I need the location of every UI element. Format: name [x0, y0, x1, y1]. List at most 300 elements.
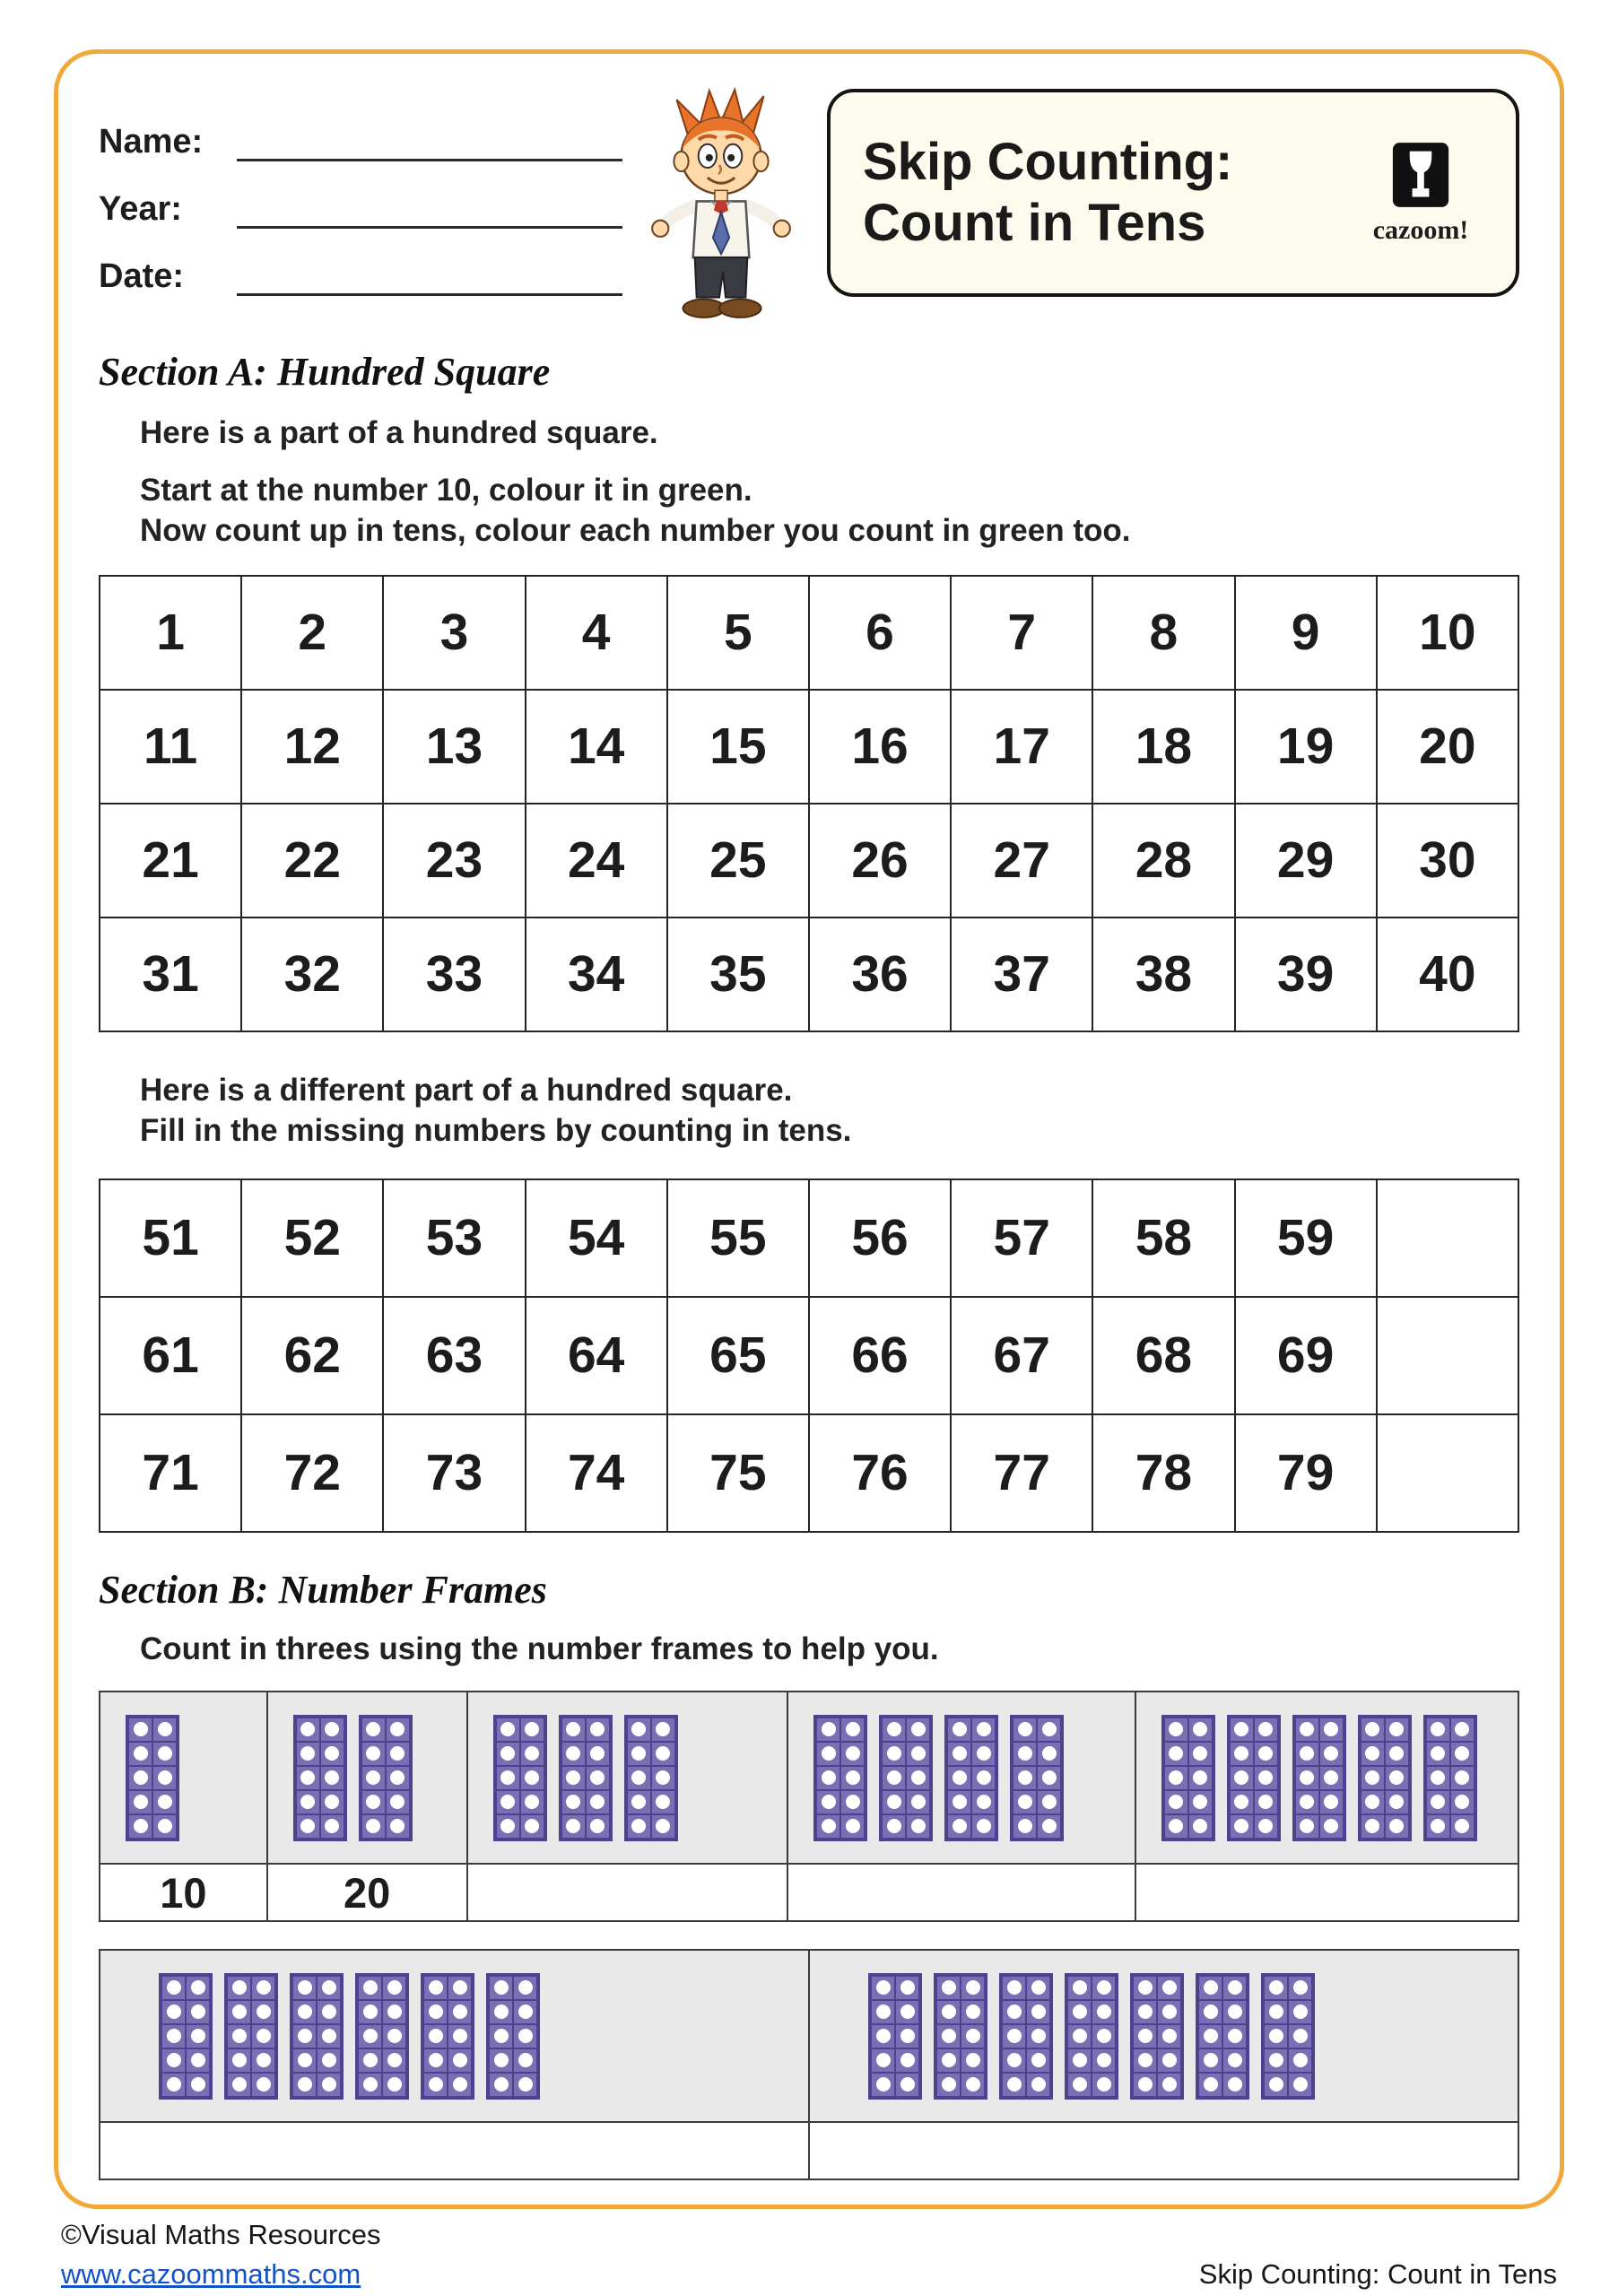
ten-frame-cell — [292, 2000, 317, 2024]
ten-frame-cell — [1254, 1718, 1278, 1742]
counter-dot — [134, 1795, 148, 1809]
grid-cell[interactable]: 16 — [809, 690, 951, 804]
grid-cell: 76 — [809, 1414, 951, 1532]
counter-dot — [1455, 1770, 1469, 1785]
section-b-instruction: Count in threes using the number frames to help you. — [140, 1631, 939, 1666]
grid-cell: 77 — [951, 1414, 1092, 1532]
frames-cell — [100, 1692, 267, 1864]
ten-frame-cell — [513, 2024, 537, 2048]
counter-dot — [518, 2029, 533, 2043]
counter-dot — [942, 2053, 956, 2067]
ten-frame-cell — [816, 1718, 840, 1742]
counter-dot — [1234, 1746, 1248, 1761]
ten-frame-cell — [961, 2073, 985, 2097]
counter-dot — [1138, 2053, 1153, 2067]
ten-frame-cell — [1198, 2024, 1222, 2048]
counter-dot — [876, 1980, 891, 1995]
footer-website-link[interactable]: www.cazoommaths.com — [61, 2258, 361, 2290]
counter-dot — [1300, 1746, 1314, 1761]
ten-frame-group — [493, 1715, 787, 1841]
ten-frame-cell — [423, 2073, 448, 2097]
hundred-square-grid-1 — [99, 575, 1519, 1032]
ten-frame-cell — [561, 1814, 586, 1839]
grid-cell[interactable]: 22 — [241, 804, 383, 918]
counter-dot — [453, 1980, 467, 1995]
grid-cell[interactable]: 37 — [951, 918, 1092, 1031]
counter-dot — [134, 1819, 148, 1833]
grid-cell[interactable]: 24 — [526, 804, 667, 918]
counter-dot — [1169, 1795, 1183, 1809]
counter-dot — [158, 1770, 172, 1785]
ten-frame-cell — [871, 2073, 895, 2097]
counter-dot — [1162, 1980, 1177, 1995]
ten-frame-cell — [317, 2024, 341, 2048]
counter-dot — [977, 1819, 991, 1833]
counter-dot — [134, 1770, 148, 1785]
ten-frame-cell — [382, 2024, 406, 2048]
counter-dot — [846, 1770, 860, 1785]
grid-cell[interactable]: 33 — [383, 918, 525, 1031]
grid-cell[interactable]: 13 — [383, 690, 525, 804]
counter-dot — [846, 1819, 860, 1833]
grid-cell[interactable]: 25 — [667, 804, 809, 918]
counter-dot — [846, 1795, 860, 1809]
counter-dot — [1293, 2077, 1308, 2092]
ten-frame-group — [159, 1973, 808, 2100]
counter-dot — [1018, 1722, 1032, 1736]
counter-dot — [158, 1795, 172, 1809]
ten-frame-cell — [513, 2048, 537, 2073]
section-b-heading: Section B: Number Frames — [99, 1567, 547, 1612]
counter-dot — [1162, 2029, 1177, 2043]
ten-frame-cell — [1164, 1766, 1188, 1790]
counter-dot — [1169, 1770, 1183, 1785]
grid-cell[interactable]: 1 — [100, 576, 241, 690]
ten-frame-cell — [651, 1766, 675, 1790]
ten-frame-cell — [320, 1766, 344, 1790]
ten-frame-cell — [882, 1766, 906, 1790]
ten-frame-cell — [1222, 2024, 1247, 2048]
counter-dot — [257, 2029, 271, 2043]
counter-dot — [387, 2029, 402, 2043]
counter-dot — [1293, 2053, 1308, 2067]
ten-frame-cell — [382, 2048, 406, 2073]
counter-dot — [1228, 1980, 1242, 1995]
grid-cell[interactable]: 17 — [951, 690, 1092, 804]
ten-frame-cell — [161, 1976, 186, 2000]
name-input-line[interactable] — [237, 126, 622, 161]
counter-dot — [1365, 1746, 1379, 1761]
counter-dot — [390, 1770, 404, 1785]
grid-cell: 58 — [1092, 1179, 1234, 1297]
ten-frame-cell — [1222, 2073, 1247, 2097]
counter-dot — [822, 1770, 836, 1785]
ten-frame-cell — [361, 1742, 386, 1766]
ten-frame-cell — [1385, 1814, 1409, 1839]
ten-frame-cell — [1264, 2073, 1288, 2097]
counter-dot — [1073, 2029, 1087, 2043]
ten-frame-cell — [871, 1976, 895, 2000]
ten-frame-cell — [1288, 1976, 1312, 2000]
ten-frame-cell — [895, 2024, 919, 2048]
counter-dot — [876, 2077, 891, 2092]
counter-dot — [887, 1746, 901, 1761]
ten-frame-cell — [971, 1718, 996, 1742]
ten-frame-cell — [361, 1790, 386, 1814]
grid-cell[interactable]: 34 — [526, 918, 667, 1031]
grid-cell[interactable]: 11 — [100, 690, 241, 804]
ten-frame-cell — [227, 2024, 251, 2048]
ten-frame — [493, 1715, 547, 1841]
counter-dot — [1324, 1819, 1338, 1833]
counter-dot — [590, 1795, 605, 1809]
worksheet-title — [863, 132, 1232, 255]
counter-dot — [1097, 2053, 1111, 2067]
ten-frame-cell — [320, 1790, 344, 1814]
counter-dot — [429, 2005, 443, 2019]
ten-frame-cell — [296, 1790, 320, 1814]
counter-dot — [966, 2005, 980, 2019]
ten-frame-cell — [489, 2048, 513, 2073]
ten-frame-cell — [895, 2048, 919, 2073]
ten-frame-cell — [561, 1766, 586, 1790]
counter-dot — [876, 2005, 891, 2019]
ten-frame — [359, 1715, 413, 1841]
counter-dot — [1269, 1980, 1283, 1995]
counter-dot — [590, 1746, 605, 1761]
ten-frame-cell — [296, 1766, 320, 1790]
counter-dot — [942, 1980, 956, 1995]
ten-frame-cell — [1385, 1766, 1409, 1790]
counter-dot — [518, 2077, 533, 2092]
ten-frame-cell — [1013, 1790, 1037, 1814]
date-label: Date: — [99, 257, 185, 295]
grid-cell-blank[interactable] — [1377, 1414, 1518, 1532]
counter-dot — [525, 1819, 539, 1833]
ten-frame-cell — [227, 1976, 251, 2000]
ten-frame-cell — [651, 1742, 675, 1766]
counter-dot — [1097, 2005, 1111, 2019]
ten-frame-cell — [882, 1718, 906, 1742]
year-input-line[interactable] — [237, 193, 622, 229]
grid-row — [100, 1179, 1518, 1297]
counter-dot — [1042, 1819, 1057, 1833]
grid-cell: 54 — [526, 1179, 667, 1297]
grid-cell[interactable]: 7 — [951, 576, 1092, 690]
ten-frame-cell — [161, 2048, 186, 2073]
ten-frame-cell — [358, 2000, 382, 2024]
grid-cell[interactable]: 2 — [241, 576, 383, 690]
counter-dot — [1193, 1722, 1207, 1736]
counter-dot — [911, 1770, 926, 1785]
ten-frame — [868, 1973, 922, 2100]
grid-cell[interactable]: 8 — [1092, 576, 1234, 690]
grid-cell[interactable]: 23 — [383, 804, 525, 918]
counter-dot — [1455, 1819, 1469, 1833]
frame-answer-blank[interactable] — [809, 2122, 1518, 2179]
ten-frame-cell — [561, 1718, 586, 1742]
ten-frame — [934, 1973, 987, 2100]
ten-frame-cell — [317, 2000, 341, 2024]
counter-dot — [900, 2029, 915, 2043]
ten-frame-cell — [936, 2000, 961, 2024]
ten-frame-cell — [651, 1790, 675, 1814]
grid-cell: 62 — [241, 1297, 383, 1414]
ten-frame-cell — [561, 1742, 586, 1766]
grid-cell[interactable]: 6 — [809, 576, 951, 690]
counter-dot — [1258, 1795, 1273, 1809]
counter-dot — [1228, 2029, 1242, 2043]
ten-frame-cell — [1188, 1790, 1213, 1814]
name-label: Name: — [99, 123, 204, 161]
counter-dot — [191, 1980, 205, 1995]
counter-dot — [631, 1819, 646, 1833]
counter-dot — [1324, 1746, 1338, 1761]
ten-frame-cell — [358, 1976, 382, 2000]
counter-dot — [631, 1795, 646, 1809]
grid-cell[interactable]: 39 — [1235, 918, 1377, 1031]
counter-dot — [322, 2029, 336, 2043]
counter-dot — [1007, 1980, 1022, 1995]
ten-frame-cell — [161, 2024, 186, 2048]
counter-dot — [325, 1819, 339, 1833]
grid-cell[interactable]: 10 — [1377, 576, 1518, 690]
grid-cell[interactable]: 15 — [667, 690, 809, 804]
counter-dot — [977, 1722, 991, 1736]
grid-cell[interactable]: 18 — [1092, 690, 1234, 804]
counter-dot — [1293, 2029, 1308, 2043]
counter-dot — [1073, 2005, 1087, 2019]
grid-row — [100, 1297, 1518, 1414]
ten-frame — [355, 1973, 409, 2100]
grid-cell: 57 — [951, 1179, 1092, 1297]
frames-cell — [267, 1692, 467, 1864]
ten-frame-cell — [840, 1790, 865, 1814]
ten-frame-cell — [186, 2073, 210, 2097]
ten-frame-cell — [161, 2073, 186, 2097]
ten-frame-cell — [1037, 1742, 1061, 1766]
ten-frame-cell — [358, 2048, 382, 2073]
ten-frame — [1161, 1715, 1215, 1841]
hundred-square-grid-2 — [99, 1178, 1519, 1533]
counter-dot — [1204, 2005, 1218, 2019]
ten-frame-cell — [895, 1976, 919, 2000]
grid-cell-blank[interactable] — [1377, 1179, 1518, 1297]
grid-cell[interactable]: 5 — [667, 576, 809, 690]
date-input-line[interactable] — [237, 260, 622, 296]
counter-dot — [1228, 2077, 1242, 2092]
counter-dot — [363, 2005, 378, 2019]
grid-cell[interactable]: 28 — [1092, 804, 1234, 918]
grid-cell[interactable]: 9 — [1235, 576, 1377, 690]
counter-dot — [429, 2029, 443, 2043]
ten-frame-cell — [386, 1718, 410, 1742]
ten-frame-cell — [947, 1742, 971, 1766]
ten-frame-cell — [1067, 2048, 1092, 2073]
ten-frame-cell — [320, 1718, 344, 1742]
ten-frame-cell — [1230, 1742, 1254, 1766]
grid-cell: 78 — [1092, 1414, 1234, 1532]
counter-dot — [500, 1795, 515, 1809]
counter-dot — [1138, 2029, 1153, 2043]
ten-frame-cell — [651, 1718, 675, 1742]
grid-cell[interactable]: 21 — [100, 804, 241, 918]
ten-frame-cell — [895, 2073, 919, 2097]
grid-cell[interactable]: 30 — [1377, 804, 1518, 918]
ten-frame-cell — [840, 1742, 865, 1766]
counter-dot — [1455, 1722, 1469, 1736]
grid-cell[interactable]: 26 — [809, 804, 951, 918]
ten-frame-cell — [1013, 1814, 1037, 1839]
counter-dot — [232, 2053, 247, 2067]
section-a-intro-1: Here is a part of a hundred square. — [140, 415, 658, 450]
cazoom-logo-icon — [1391, 141, 1450, 209]
counter-dot — [387, 2077, 402, 2092]
grid-cell: 69 — [1235, 1297, 1377, 1414]
counter-dot — [1234, 1819, 1248, 1833]
ten-frame-cell — [1002, 2024, 1026, 2048]
grid-cell[interactable]: 40 — [1377, 918, 1518, 1031]
counter-dot — [822, 1819, 836, 1833]
ten-frame — [421, 1973, 474, 2100]
ten-frame-cell — [496, 1742, 520, 1766]
counter-dot — [900, 1980, 915, 1995]
counter-dot — [1204, 2029, 1218, 2043]
counter-dot — [1031, 2077, 1046, 2092]
counter-dot — [158, 1819, 172, 1833]
ten-frame-cell — [382, 2000, 406, 2024]
ten-frame-cell — [496, 1718, 520, 1742]
ten-frame-cell — [961, 2000, 985, 2024]
grid-cell[interactable]: 14 — [526, 690, 667, 804]
ten-frame-cell — [936, 2024, 961, 2048]
frame-answer-blank[interactable] — [1135, 1864, 1518, 1921]
counter-dot — [494, 2029, 509, 2043]
counter-dot — [887, 1795, 901, 1809]
counter-dot — [429, 2053, 443, 2067]
frame-answer-blank[interactable] — [467, 1864, 788, 1921]
year-field — [99, 190, 628, 229]
ten-frame — [813, 1715, 867, 1841]
counter-dot — [966, 2053, 980, 2067]
counter-dot — [1258, 1746, 1273, 1761]
ten-frame-cell — [317, 2048, 341, 2073]
grid-row — [100, 690, 1518, 804]
counter-dot — [887, 1819, 901, 1833]
counter-dot — [1324, 1770, 1338, 1785]
counter-dot — [953, 1722, 967, 1736]
ten-frame-cell — [1133, 2024, 1157, 2048]
ten-frame — [1423, 1715, 1477, 1841]
counter-dot — [191, 2029, 205, 2043]
frame-answer: 20 — [267, 1864, 467, 1921]
ten-frame-cell — [448, 1976, 472, 2000]
grid-cell[interactable]: 20 — [1377, 690, 1518, 804]
ten-frame-cell — [1157, 2073, 1181, 2097]
counter-dot — [366, 1722, 380, 1736]
grid-cell-blank[interactable] — [1377, 1297, 1518, 1414]
frame-answer-blank[interactable] — [100, 2122, 809, 2179]
grid-cell[interactable]: 19 — [1235, 690, 1377, 804]
grid-cell: 63 — [383, 1297, 525, 1414]
ten-frame-cell — [520, 1814, 544, 1839]
ten-frame-cell — [1288, 2073, 1312, 2097]
counter-dot — [158, 1746, 172, 1761]
ten-frame-cell — [251, 2000, 275, 2024]
counter-dot — [656, 1770, 670, 1785]
ten-frame-cell — [1254, 1814, 1278, 1839]
ten-frame-cell — [152, 1790, 177, 1814]
counter-dot — [822, 1795, 836, 1809]
grid-cell[interactable]: 32 — [241, 918, 383, 1031]
counter-dot — [1138, 2077, 1153, 2092]
counter-dot — [1018, 1746, 1032, 1761]
ten-frame-cell — [128, 1814, 152, 1839]
grid-cell[interactable]: 35 — [667, 918, 809, 1031]
counter-dot — [298, 2077, 312, 2092]
ten-frame — [1261, 1973, 1315, 2100]
ten-frame-cell — [1067, 2073, 1092, 2097]
grid-cell[interactable]: 31 — [100, 918, 241, 1031]
counter-dot — [232, 2005, 247, 2019]
grid-cell[interactable]: 27 — [951, 804, 1092, 918]
grid-cell: 53 — [383, 1179, 525, 1297]
ten-frame-cell — [1157, 2024, 1181, 2048]
counter-dot — [1455, 1746, 1469, 1761]
counter-dot — [1018, 1795, 1032, 1809]
cazoom-logo-text: cazoom! — [1372, 214, 1469, 245]
counter-dot — [942, 2029, 956, 2043]
grid-cell[interactable]: 3 — [383, 576, 525, 690]
counter-dot — [887, 1770, 901, 1785]
ten-frame — [1227, 1715, 1281, 1841]
ten-frame-cell — [1133, 1976, 1157, 2000]
counter-dot — [656, 1746, 670, 1761]
ten-frame-cell — [971, 1742, 996, 1766]
frame-answer-blank[interactable] — [787, 1864, 1135, 1921]
counter-dot — [191, 2077, 205, 2092]
ten-frame-cell — [1230, 1790, 1254, 1814]
grid-cell: 51 — [100, 1179, 241, 1297]
grid-cell[interactable]: 12 — [241, 690, 383, 804]
grid-cell[interactable]: 29 — [1235, 804, 1377, 918]
ten-frame-cell — [816, 1814, 840, 1839]
ten-frame-cell — [1450, 1718, 1474, 1742]
counter-dot — [167, 2029, 181, 2043]
counter-dot — [1389, 1770, 1404, 1785]
counter-dot — [134, 1722, 148, 1736]
grid-cell[interactable]: 4 — [526, 576, 667, 690]
ten-frame-cell — [906, 1766, 930, 1790]
grid-cell[interactable]: 36 — [809, 918, 951, 1031]
counter-dot — [1228, 2053, 1242, 2067]
ten-frame-cell — [1288, 2000, 1312, 2024]
ten-frame-cell — [961, 1976, 985, 2000]
counter-dot — [390, 1819, 404, 1833]
ten-frame-cell — [627, 1814, 651, 1839]
grid-cell[interactable]: 38 — [1092, 918, 1234, 1031]
counter-dot — [298, 1980, 312, 1995]
ten-frame-cell — [186, 2000, 210, 2024]
counter-dot — [1018, 1770, 1032, 1785]
ten-frame-cell — [448, 2073, 472, 2097]
ten-frame-cell — [251, 1976, 275, 2000]
counter-dot — [1431, 1770, 1445, 1785]
counter-dot — [1073, 1980, 1087, 1995]
ten-frame-cell — [586, 1742, 610, 1766]
ten-frame-cell — [627, 1766, 651, 1790]
ten-frame-cell — [936, 1976, 961, 2000]
